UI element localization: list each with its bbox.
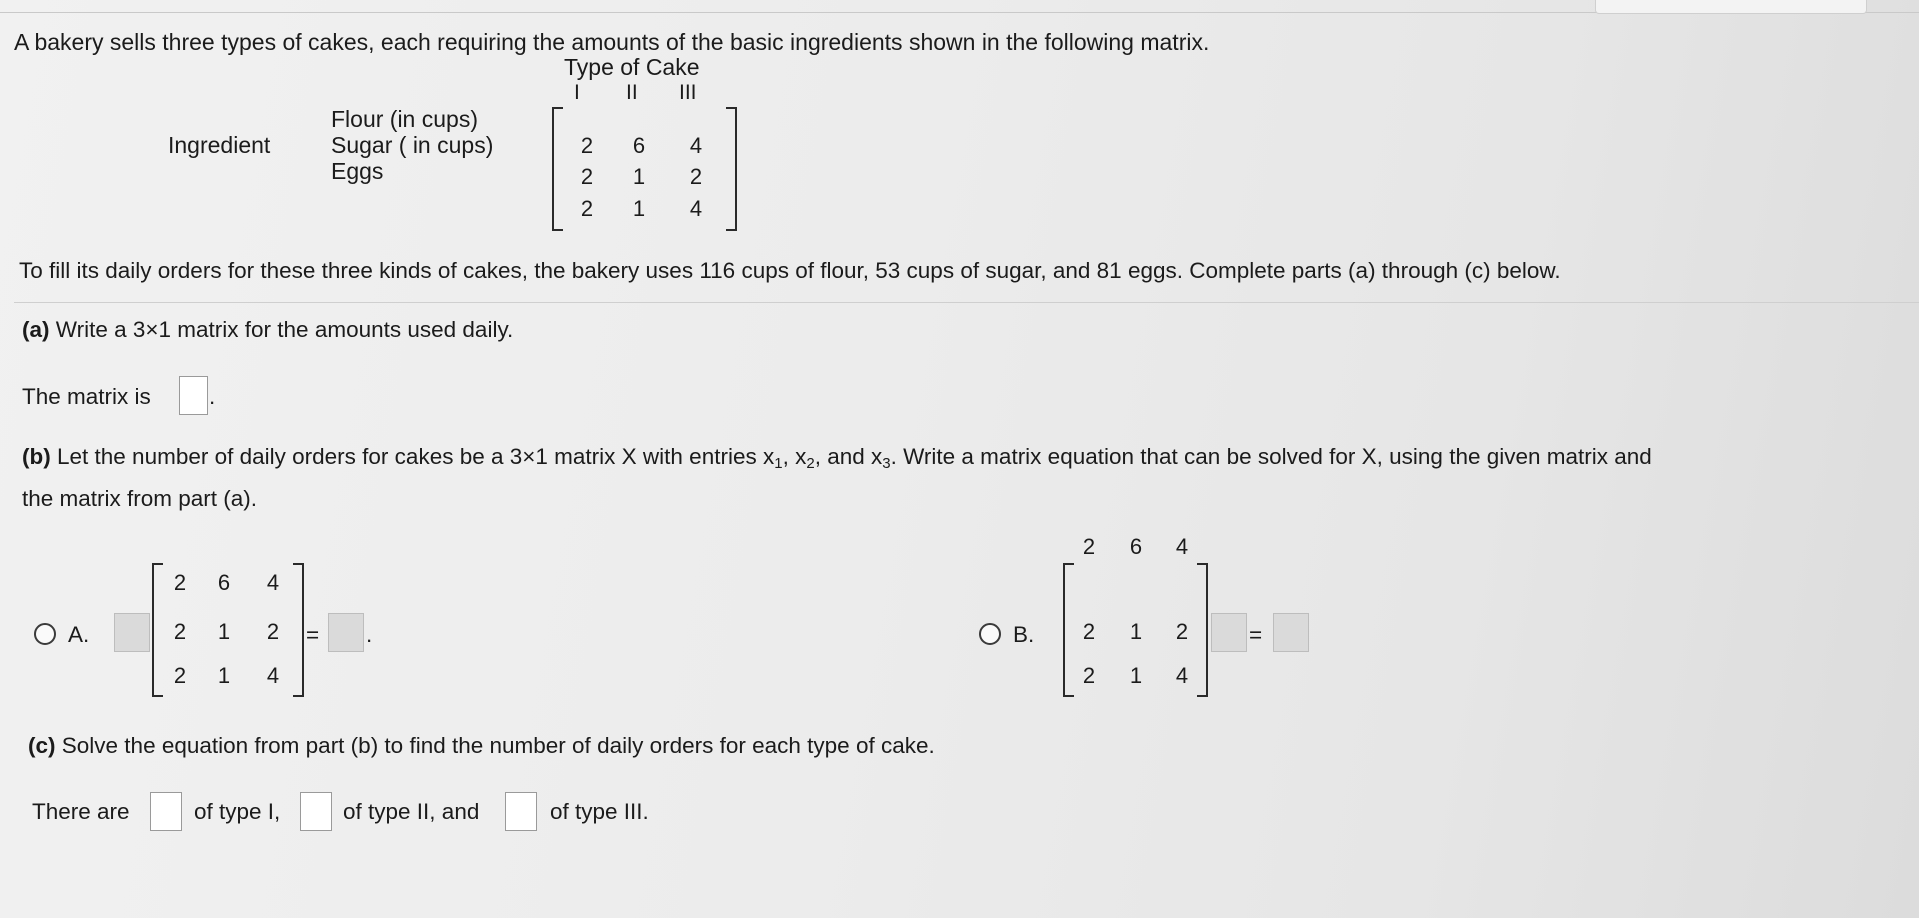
of-type-2-text: of type II, and	[343, 799, 480, 824]
option-b-cell: 2	[1082, 534, 1096, 559]
option-b-cell: 6	[1129, 534, 1143, 559]
part-c-question	[28, 732, 935, 760]
option-a-cell: 2	[173, 619, 187, 644]
of-type-1-text: of type I,	[194, 799, 281, 824]
option-b-radio[interactable]	[979, 623, 1001, 645]
option-b-left-bracket	[1063, 563, 1074, 697]
matrix-cell: 4	[689, 133, 703, 158]
part-b-question	[22, 443, 1652, 478]
part-c-text: Solve the equation from part (b) to find the number of daily orders for each type of cake.	[61, 733, 935, 758]
option-a-cell: 2	[266, 619, 280, 644]
subscript-3: 3	[882, 455, 891, 472]
option-a-equals: =	[306, 622, 320, 647]
of-type-3-text: of type III.	[550, 799, 649, 824]
col-label-1: I	[574, 81, 580, 104]
part-a-answer-box[interactable]	[179, 376, 208, 415]
type-2-answer-box[interactable]	[300, 792, 332, 831]
type-3-answer-box[interactable]	[505, 792, 537, 831]
part-b-text-3: the matrix from part (a).	[22, 486, 258, 511]
matrix-cell: 1	[632, 196, 646, 221]
option-a-cell: 1	[217, 663, 231, 688]
type-1-answer-box[interactable]	[150, 792, 182, 831]
matrix-cell: 2	[689, 164, 703, 189]
col-label-3: III	[679, 81, 697, 104]
col-label-2: II	[626, 81, 638, 104]
part-b-sep-2: , and x	[814, 444, 883, 469]
option-a-result-box[interactable]	[328, 613, 364, 652]
option-b-cell: 2	[1082, 663, 1096, 688]
part-a-label: (a)	[22, 317, 50, 342]
option-a-radio[interactable]	[34, 623, 56, 645]
option-b-result-box[interactable]	[1273, 613, 1309, 652]
row-label-flour: Flour (in cups)	[331, 106, 478, 132]
there-are-text: There are	[32, 799, 130, 824]
row-label-sugar: Sugar ( in cups)	[331, 132, 494, 158]
matrix-cell: 2	[580, 196, 594, 221]
option-b-right-bracket	[1197, 563, 1208, 697]
matrix-left-bracket	[552, 107, 563, 231]
option-a-right-bracket	[293, 563, 304, 697]
matrix-right-bracket	[726, 107, 737, 231]
option-b-equals: =	[1249, 622, 1263, 647]
row-group-label: Ingredient	[168, 132, 271, 158]
matrix-cell: 2	[580, 164, 594, 189]
option-a-cell: 1	[217, 619, 231, 644]
option-b-cell: 1	[1129, 663, 1143, 688]
part-a-question	[22, 316, 513, 344]
option-a-cell: 2	[173, 663, 187, 688]
option-b-cell: 1	[1129, 619, 1143, 644]
option-a-cell: 6	[217, 570, 231, 595]
matrix-cell: 4	[689, 196, 703, 221]
part-b-text-2: . Write a matrix equation that can be solved for X, using the given matrix and	[890, 444, 1652, 469]
option-b-cell: 4	[1175, 534, 1189, 559]
part-a-text: Write a 3×1 matrix for the amounts used daily.	[55, 317, 514, 342]
part-b-sep-1: , x	[782, 444, 807, 469]
intro-text: A bakery sells three types of cakes, each requiring the amounts of the basic ingredients shown in the following matrix.	[14, 29, 1210, 55]
option-a-period: .	[366, 622, 373, 647]
part-b-text-1: Let the number of daily orders for cakes be a 3×1 matrix X with entries x	[57, 444, 775, 469]
option-a-cell: 2	[173, 570, 187, 595]
option-b-cell: 2	[1175, 619, 1189, 644]
subscript-1: 1	[774, 455, 783, 472]
row-label-eggs: Eggs	[331, 158, 384, 184]
option-b-cell: 2	[1082, 619, 1096, 644]
option-a-left-bracket	[152, 563, 163, 697]
part-a-answer-prefix: The matrix is	[22, 384, 151, 409]
option-a-unknown-box[interactable]	[114, 613, 150, 652]
matrix-cell: 2	[580, 133, 594, 158]
option-a-cell: 4	[266, 663, 280, 688]
option-b-label: B.	[1013, 622, 1035, 647]
matrix-cell: 1	[632, 164, 646, 189]
matrix-cell: 6	[632, 133, 646, 158]
option-a-label: A.	[68, 622, 90, 647]
top-tab	[1595, 0, 1867, 14]
option-b-cell: 4	[1175, 663, 1189, 688]
option-b-unknown-box[interactable]	[1211, 613, 1247, 652]
divider	[14, 302, 1919, 303]
part-c-label: (c)	[28, 733, 56, 758]
part-b-label: (b)	[22, 444, 51, 469]
option-a-cell: 4	[266, 570, 280, 595]
context-text: To fill its daily orders for these three kinds of cakes, the bakery uses 116 cups of flour, 53 cups of sugar, and 81 eggs. Complete parts (a) through (c) below.	[19, 258, 1561, 283]
part-a-period: .	[209, 384, 216, 409]
matrix-header: Type of Cake	[564, 54, 700, 80]
subscript-2: 2	[806, 455, 815, 472]
